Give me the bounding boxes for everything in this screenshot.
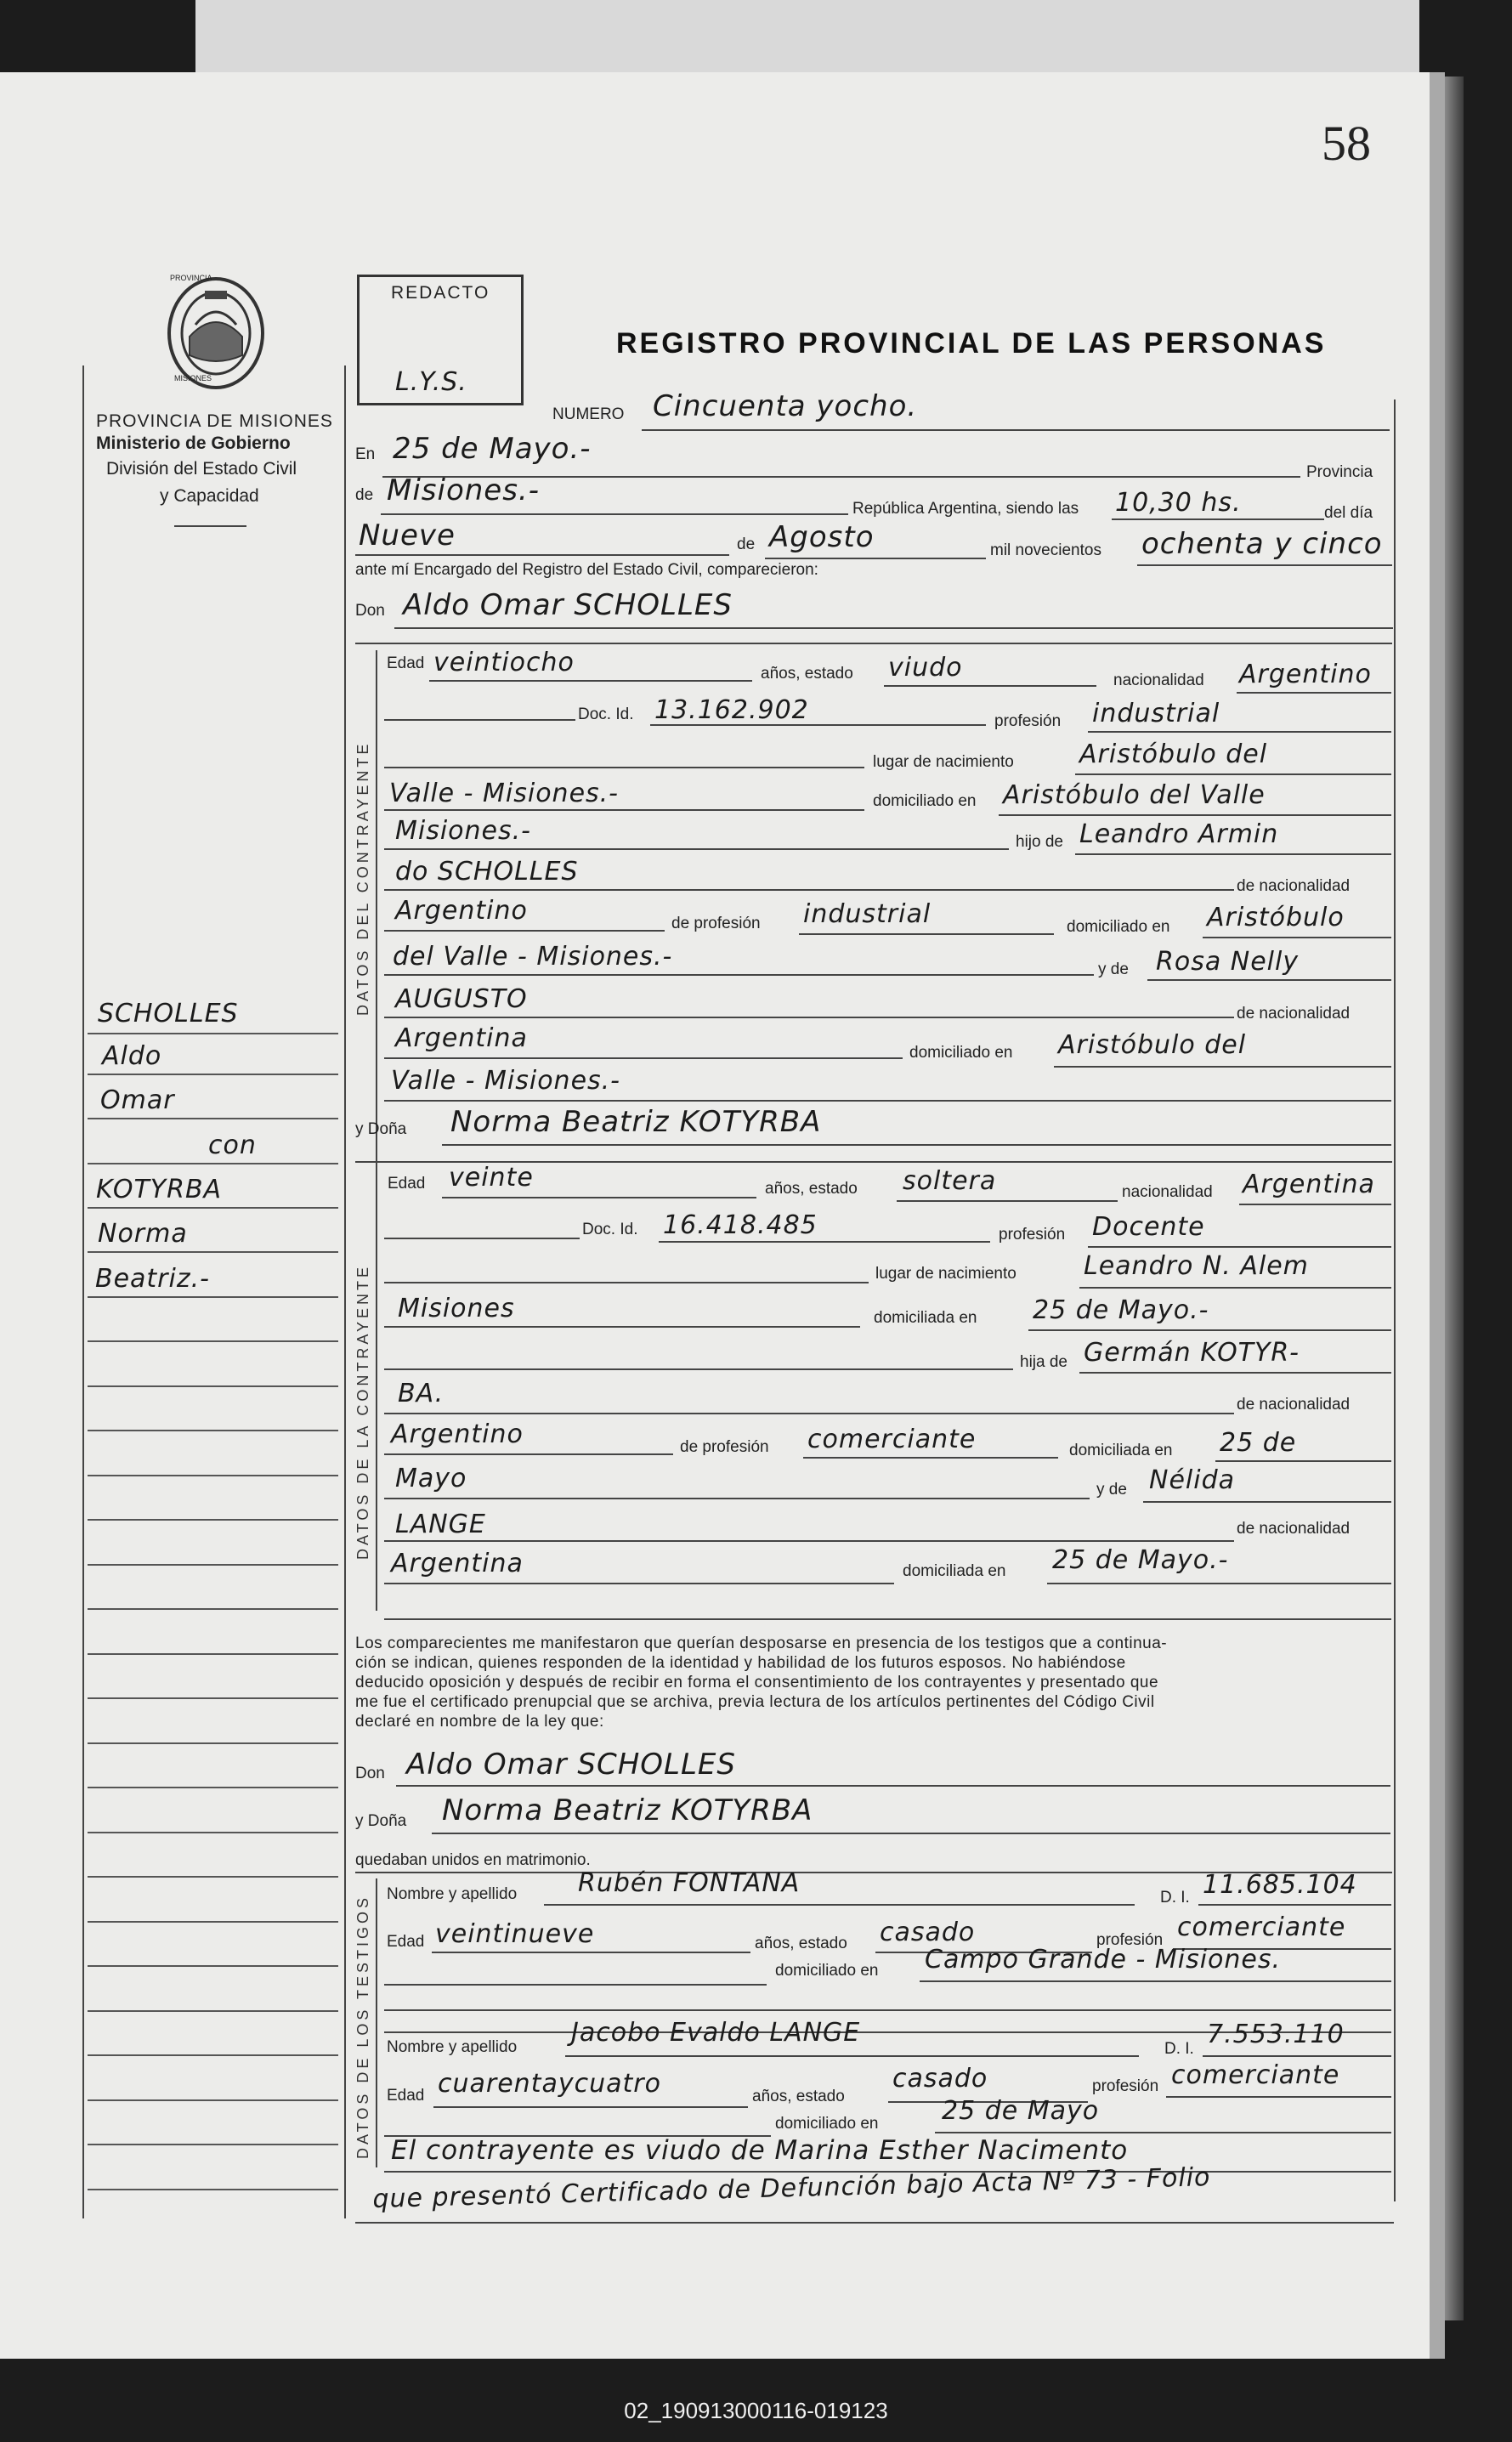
t1-dom-value: Campo Grande - Misiones. xyxy=(925,1945,1282,1975)
org-divider xyxy=(174,525,246,527)
mes-value: Agosto xyxy=(769,520,875,554)
dona-value: Norma Beatriz KOTYRBA xyxy=(450,1105,822,1139)
margin-line xyxy=(88,1163,338,1164)
c-dom-value-2: Misiones.- xyxy=(395,816,531,846)
c2-madre-value-1: Nélida xyxy=(1149,1465,1235,1495)
anio-value: ochenta y cinco xyxy=(1141,527,1383,561)
t1-prof-value: comerciante xyxy=(1177,1912,1346,1942)
c2-madre2-line xyxy=(384,1540,1234,1542)
c2-padre-value-1: Germán KOTYR- xyxy=(1084,1338,1300,1368)
margin-name-5: Norma xyxy=(98,1219,188,1249)
c-madre-dom-line xyxy=(1054,1066,1391,1068)
t2-edad-line xyxy=(433,2106,748,2108)
margin-line xyxy=(88,1742,338,1744)
c2-prof-label: profesión xyxy=(999,1226,1066,1244)
c2-padre-nac-value: Argentino xyxy=(391,1419,524,1449)
margin-name-3: con xyxy=(208,1130,257,1160)
numero-value: Cincuenta yocho. xyxy=(653,389,918,423)
margin-line xyxy=(88,2144,338,2145)
c2-padre-dom-label: domiciliada en xyxy=(1069,1442,1173,1459)
margin-name-6: Beatriz.- xyxy=(95,1264,210,1294)
statement-dona-value: Norma Beatriz KOTYRBA xyxy=(442,1793,813,1827)
margin-line xyxy=(88,2054,338,2056)
c2-prof-value: Docente xyxy=(1092,1212,1205,1242)
margin-line xyxy=(88,1653,338,1655)
t2-dom-value: 25 de Mayo xyxy=(942,2096,1100,2126)
c-padre-dom2-line xyxy=(384,974,1094,976)
page-number: 58 xyxy=(1322,116,1371,171)
testigos-note-2: que presentó Certificado de Defunción bajo Acta Nº 73 - Folio xyxy=(372,2162,1211,2214)
c2-madre-nac-value: Argentina xyxy=(391,1549,524,1578)
c2-padre-nac-line xyxy=(384,1453,673,1455)
margin-name-0: SCHOLLES xyxy=(98,999,239,1028)
seal-ring-bottom: MISIONES xyxy=(174,374,212,382)
c2-padre-prof-value: comerciante xyxy=(807,1425,977,1454)
margin-line xyxy=(88,1608,338,1610)
en-label: En xyxy=(355,445,376,463)
book-edge-shadow xyxy=(1445,76,1464,2320)
c2-padre-dom-value-2: Mayo xyxy=(395,1464,467,1493)
de-label: de xyxy=(355,486,374,504)
t1-edad-value: veintinueve xyxy=(435,1919,595,1949)
c-madre-value-2: AUGUSTO xyxy=(395,984,528,1014)
c-madre-dom-value-1: Aristóbulo del xyxy=(1058,1030,1247,1060)
c2-doc-pre-line xyxy=(384,1238,580,1239)
c2-padre-prof-line xyxy=(803,1457,1058,1459)
numero-line xyxy=(642,429,1390,431)
redacto-initials: L.Y.S. xyxy=(395,367,467,397)
mil-label: mil novecientos xyxy=(990,541,1101,559)
testigos-note-1: El contrayente es viudo de Marina Esther Nacimento xyxy=(391,2135,1129,2166)
c2-edad-label: Edad xyxy=(388,1175,426,1193)
statement-line-3: deducido oposición y después de recibir en forma el consentimiento de los contrayentes y presentado que xyxy=(355,1674,1159,1691)
c2-end-line xyxy=(384,1618,1391,1620)
c-edad-line xyxy=(429,680,752,682)
t1-prof-label: profesión xyxy=(1096,1931,1164,1949)
margin-line xyxy=(88,1787,338,1788)
org-line-1: PROVINCIA DE MISIONES xyxy=(96,411,333,431)
redacto-label: REDACTO xyxy=(391,283,490,303)
margin-line xyxy=(88,1385,338,1387)
statement-unidos: quedaban unidos en matrimonio. xyxy=(355,1851,591,1869)
c-padre-prof-line xyxy=(799,933,1054,935)
c-padre-dom-value-1: Aristóbulo xyxy=(1207,903,1345,932)
margin-line xyxy=(88,1251,338,1253)
c2-dom-label: domiciliada en xyxy=(874,1309,977,1327)
c-padre-prof-label: de profesión xyxy=(671,915,761,932)
c2-lugar-value-2: Misiones xyxy=(398,1294,515,1323)
testigos-bracket xyxy=(376,1878,377,2167)
ante-label: ante mí Encargado del Registro del Estado Civil, comparecieron: xyxy=(355,561,818,579)
c-madre-dom-label: domiciliado en xyxy=(909,1044,1013,1062)
c-padre-prof-value: industrial xyxy=(803,899,932,929)
c-madre-line xyxy=(1147,979,1391,981)
t2-estado-value: casado xyxy=(892,2064,988,2094)
c-doc-value: 13.162.902 xyxy=(654,695,809,725)
c-doc-label: Doc. Id. xyxy=(578,705,634,723)
c-padre-nac-value: Argentino xyxy=(395,896,528,926)
c2-estado-line xyxy=(897,1200,1118,1202)
c2-lugar-value: Leandro N. Alem xyxy=(1084,1251,1309,1281)
c2-madre-dom-line xyxy=(1047,1583,1391,1584)
c-padre-nac-line xyxy=(384,930,665,932)
statement-don-label: Don xyxy=(355,1765,385,1782)
c-edad-label: Edad xyxy=(387,654,425,672)
c-doc-pre-line xyxy=(384,719,575,721)
t1-edad-label: Edad xyxy=(387,1933,425,1951)
don-line-2 xyxy=(355,643,1392,644)
dia-value: Nueve xyxy=(359,518,456,552)
c-dom-value-1: Aristóbulo del Valle xyxy=(1003,780,1266,810)
t2-edad-label: Edad xyxy=(387,2087,425,2105)
statement-don-line xyxy=(396,1785,1390,1787)
t1-dom-line xyxy=(920,1980,1391,1982)
margin-line xyxy=(88,2189,338,2190)
c-dom-label: domiciliado en xyxy=(873,792,977,810)
t1-estado-value: casado xyxy=(880,1918,976,1947)
t1-anos-label: años, estado xyxy=(755,1935,847,1952)
c-madre-nac-value: Argentina xyxy=(395,1023,528,1053)
c-prof-label: profesión xyxy=(994,712,1062,730)
de-line xyxy=(381,513,848,515)
c-doc-line xyxy=(650,724,986,726)
c2-edad-value: veinte xyxy=(449,1163,534,1193)
c-madre-nac-line xyxy=(384,1057,903,1059)
previous-page-edge xyxy=(195,0,1419,76)
c-prof-value: industrial xyxy=(1092,699,1220,728)
don-value: Aldo Omar SCHOLLES xyxy=(403,588,733,622)
statement-don-value: Aldo Omar SCHOLLES xyxy=(406,1748,736,1782)
c-lugar-pre-line xyxy=(384,767,864,768)
c-padre-dom-line xyxy=(1203,937,1391,938)
left-column-rule xyxy=(344,365,346,2218)
t2-dom-line xyxy=(935,2132,1391,2133)
c-madre-value-1: Rosa Nelly xyxy=(1156,947,1300,977)
contrayente-section-label: DATOS DEL CONTRAYENTE xyxy=(354,740,371,1016)
document-title: REGISTRO PROVINCIAL DE LAS PERSONAS xyxy=(616,327,1327,360)
c-lugar2-line xyxy=(384,809,864,811)
right-rule xyxy=(1394,399,1396,2201)
c-padre-dom-value-2: del Valle - Misiones.- xyxy=(393,942,673,972)
c-padre-line xyxy=(1075,853,1391,855)
c2-estado-value: soltera xyxy=(903,1166,997,1196)
c-lugar-value-1: Aristóbulo del xyxy=(1079,739,1268,769)
c-padre-dom-label: domiciliado en xyxy=(1067,918,1170,936)
t1-di-line xyxy=(1198,1904,1391,1906)
scan-footer-id: 02_190913000116-019123 xyxy=(624,2398,888,2423)
c2-nac-value: Argentina xyxy=(1243,1170,1375,1199)
de-mes-label: de xyxy=(737,535,756,553)
c2-doc-label: Doc. Id. xyxy=(582,1221,638,1238)
t1-nombre-line xyxy=(544,1904,1135,1906)
c2-lugar-line xyxy=(1079,1287,1391,1289)
provincia-label: Provincia xyxy=(1306,463,1373,481)
c-anos-label: años, estado xyxy=(761,665,853,683)
t2-di-line xyxy=(1203,2055,1391,2057)
c-nac-label: nacionalidad xyxy=(1113,671,1204,689)
margin-line xyxy=(88,1340,338,1342)
c-lugar-line xyxy=(1075,773,1391,775)
t2-anos-label: años, estado xyxy=(752,2088,845,2105)
c-padre-value-1: Leandro Armin xyxy=(1079,819,1279,849)
c2-padre-dom2-line xyxy=(384,1498,1090,1499)
c2-edad-line xyxy=(442,1197,756,1198)
c-lugar-label: lugar de nacimiento xyxy=(873,753,1014,771)
c-padre2-line xyxy=(384,889,1234,891)
t2-nombre-value: Jacobo Evaldo LANGE xyxy=(571,2018,861,2048)
c2-padre-dom-value-1: 25 de xyxy=(1220,1428,1297,1458)
t1-nombre-value: Rubén FONTANA xyxy=(578,1868,801,1898)
contrayente2-section-label: DATOS DE LA CONTRAYENTE xyxy=(354,1263,371,1560)
c2-dom-value: 25 de Mayo.- xyxy=(1033,1295,1209,1325)
c2-lugar2-line xyxy=(384,1326,860,1328)
c-estado-value: viudo xyxy=(888,653,963,683)
c2-madre-value-2: LANGE xyxy=(395,1510,486,1539)
c-madre-nac-label: de nacionalidad xyxy=(1237,1005,1351,1023)
statement-line-5: declaré en nombre de la ley que: xyxy=(355,1713,604,1731)
margin-line xyxy=(88,1475,338,1476)
margin-line xyxy=(88,1118,338,1119)
c2-madre-nac-label: de nacionalidad xyxy=(1237,1520,1351,1538)
t1-dom-pre-line xyxy=(384,1984,767,1986)
c-madre-dom2-line xyxy=(384,1100,1391,1102)
c-dom2-line xyxy=(384,848,1009,850)
margin-line xyxy=(88,1921,338,1923)
dona-label: y Doña xyxy=(355,1120,407,1138)
t1-dom-label: domiciliado en xyxy=(775,1962,879,1980)
don-label: Don xyxy=(355,602,385,620)
seal-ring-top: PROVINCIA xyxy=(170,274,212,282)
de-value: Misiones.- xyxy=(387,473,540,507)
c-estado-line xyxy=(884,685,1096,687)
margin-line xyxy=(88,1033,338,1034)
c-padre-value-2: do SCHOLLES xyxy=(395,857,579,887)
c2-anos-label: años, estado xyxy=(765,1180,858,1198)
dia-line xyxy=(355,554,729,556)
hora-line xyxy=(1112,518,1324,520)
t2-di-label: D. I. xyxy=(1164,2040,1194,2058)
statement-dona-label: y Doña xyxy=(355,1812,407,1830)
margin-line xyxy=(88,1519,338,1521)
margin-name-4: KOTYRBA xyxy=(96,1175,223,1204)
c2-hija-label: hija de xyxy=(1020,1353,1067,1371)
t2-nombre-label: Nombre y apellido xyxy=(387,2038,518,2056)
t2-prof-label: profesión xyxy=(1092,2077,1159,2095)
t1-di-label: D. I. xyxy=(1160,1889,1190,1907)
c2-doc-value: 16.418.485 xyxy=(663,1210,818,1240)
numero-label: NUMERO xyxy=(552,405,625,423)
c2-dom-line xyxy=(1028,1329,1391,1331)
margin-line xyxy=(88,1832,338,1833)
c2-doc-line xyxy=(659,1241,990,1243)
t1-di-value: 11.685.104 xyxy=(1203,1870,1357,1900)
c-prof-line xyxy=(1088,731,1391,733)
c2-y-de-label: y de xyxy=(1096,1481,1127,1499)
c-y-de-label: y de xyxy=(1098,960,1129,978)
left-margin-rule xyxy=(82,365,84,2218)
c2-madre-dom-label: domiciliada en xyxy=(903,1562,1006,1580)
t2-nombre-line xyxy=(565,2055,1139,2057)
c2-padre-dom-line xyxy=(1215,1460,1391,1462)
org-line-4: y Capacidad xyxy=(160,486,259,506)
margin-line xyxy=(88,1296,338,1298)
testigos-section-label: DATOS DE LOS TESTIGOS xyxy=(354,1894,371,2159)
c2-hija-pre-line xyxy=(384,1368,1013,1370)
margin-line xyxy=(88,1876,338,1878)
republica-label: República Argentina, siendo las xyxy=(852,500,1079,518)
c2-nac-line xyxy=(1239,1204,1391,1205)
margin-line xyxy=(88,1430,338,1431)
c2-madre-line xyxy=(1143,1501,1391,1503)
note2-line xyxy=(355,2222,1394,2224)
c-lugar-value-2: Valle - Misiones.- xyxy=(389,779,620,808)
en-value: 25 de Mayo.- xyxy=(393,432,592,466)
c-dom-line xyxy=(999,814,1391,816)
statement-line-1: Los comparecientes me manifestaron que querían desposarse en presencia de los testigos que a continua- xyxy=(355,1635,1168,1652)
c2-padre-nac-label: de nacionalidad xyxy=(1237,1396,1351,1414)
c2-padre-value-2: BA. xyxy=(398,1379,445,1408)
t1-edad-line xyxy=(432,1952,750,1953)
dona-line xyxy=(442,1144,1391,1146)
margin-line xyxy=(88,1564,338,1566)
t1-nombre-label: Nombre y apellido xyxy=(387,1885,518,1903)
t1-dom2-line xyxy=(384,2009,1391,2011)
hora-value: 10,30 hs. xyxy=(1115,488,1242,518)
margin-line xyxy=(88,1074,338,1075)
margin-name-2: Omar xyxy=(100,1085,175,1115)
c2-madre-dom-value: 25 de Mayo.- xyxy=(1052,1545,1229,1575)
c2-lugar-label: lugar de nacimiento xyxy=(875,1265,1016,1283)
c2-padre2-line xyxy=(384,1413,1234,1414)
mes-line xyxy=(765,558,986,559)
c2-nac-label: nacionalidad xyxy=(1122,1183,1213,1201)
c2-padre-line xyxy=(1079,1372,1391,1374)
del-dia-label: del día xyxy=(1324,504,1373,522)
margin-line xyxy=(88,2099,338,2101)
statement-dona-line xyxy=(432,1833,1390,1834)
t2-dom-label: domiciliado en xyxy=(775,2115,879,2133)
statement-line-2: ción se indican, quienes responden de la identidad y habilidad de los futuros esposos. No habiéndose xyxy=(355,1654,1126,1672)
c-nac-value: Argentino xyxy=(1239,660,1372,689)
c-hijo-label: hijo de xyxy=(1016,833,1063,851)
c2-lugar-pre-line xyxy=(384,1282,869,1283)
contrayente2-bracket xyxy=(376,1169,377,1611)
c2-prof-line xyxy=(1088,1246,1391,1248)
c-padre-nac-label: de nacionalidad xyxy=(1237,877,1351,895)
anio-line xyxy=(1137,564,1392,566)
margin-line xyxy=(88,1697,338,1699)
c-madre-dom-value-2: Valle - Misiones.- xyxy=(391,1066,621,1096)
t2-di-value: 7.553.110 xyxy=(1207,2020,1345,2049)
statement-line-4: me fue el certificado prenupcial que se archiva, previa lectura de los artículos pertinentes del Código Civil xyxy=(355,1693,1155,1711)
t2-edad-value: cuarentaycuatro xyxy=(438,2069,661,2099)
c2-padre-prof-label: de profesión xyxy=(680,1438,769,1456)
margin-name-1: Aldo xyxy=(102,1041,162,1071)
c2-madre-nac-line xyxy=(384,1583,894,1584)
c-nac-line xyxy=(1237,692,1391,694)
c-madre2-line xyxy=(384,1017,1234,1018)
t2-prof-value: comerciante xyxy=(1171,2060,1340,2090)
org-line-3: División del Estado Civil xyxy=(106,459,297,479)
c-edad-value: veintiocho xyxy=(433,648,575,677)
margin-line xyxy=(88,1965,338,1967)
don-line xyxy=(394,627,1393,629)
org-line-2: Ministerio de Gobierno xyxy=(96,433,291,453)
margin-line xyxy=(88,1207,338,1209)
margin-line xyxy=(88,2010,338,2012)
t2-prof-line xyxy=(1166,2096,1391,2098)
